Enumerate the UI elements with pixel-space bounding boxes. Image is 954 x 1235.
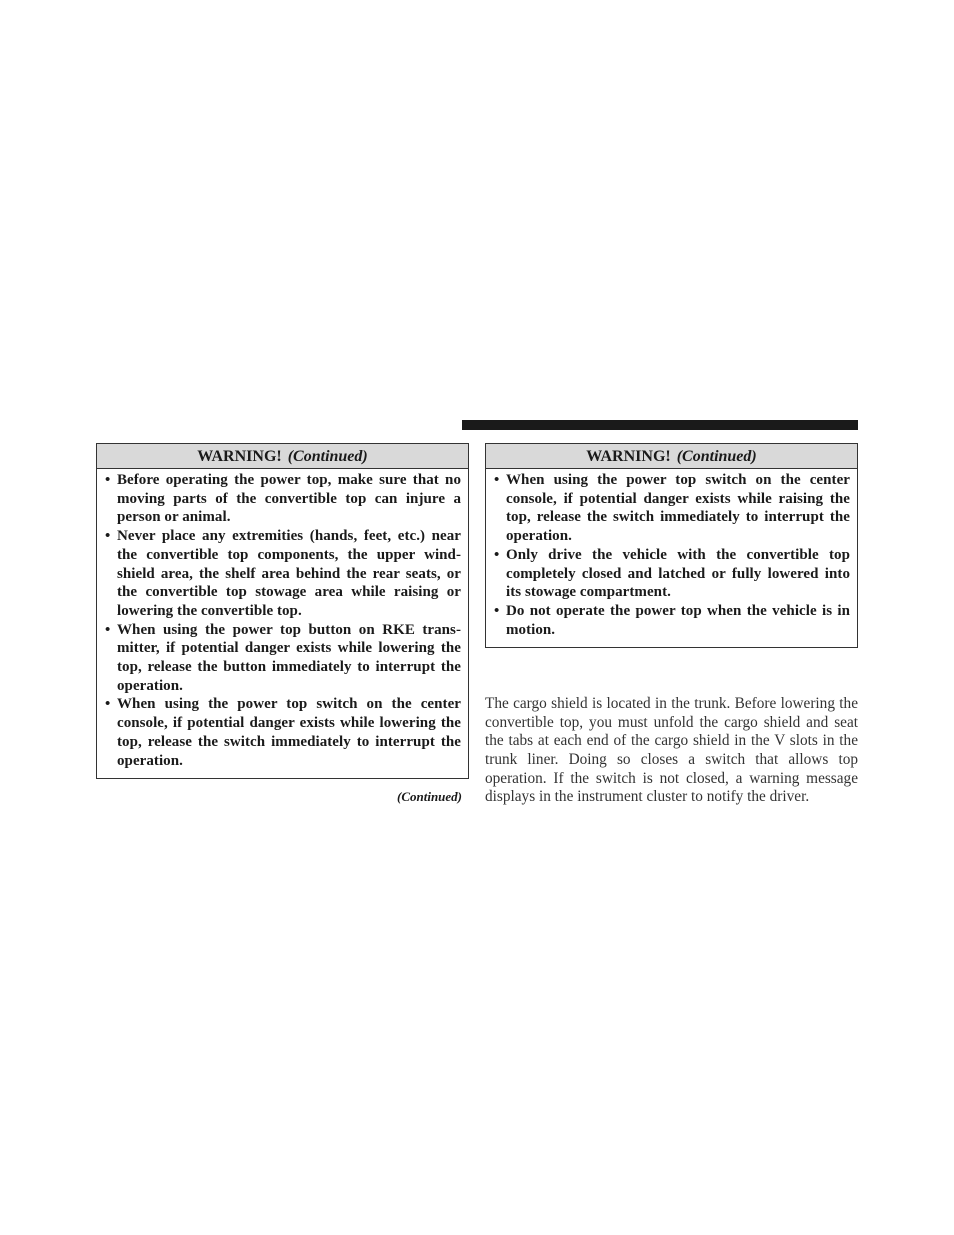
bullet-icon: •	[105, 696, 111, 713]
warning-list-right	[486, 469, 857, 639]
warning-item	[105, 695, 461, 770]
warning-item-text: When using the power top button on RKE trans-mitter, if potential danger exists while lowering the top, release the button immediately to interrupt the operation.	[117, 621, 461, 694]
warning-item-text: When using the power top switch on the center console, if potential danger exists while raising the top, release the switch immediately to interrupt the operation.	[506, 472, 850, 545]
bullet-icon: •	[105, 621, 111, 638]
warning-item	[494, 471, 850, 546]
warning-heading-left	[97, 444, 468, 469]
continued-footer-label: (Continued)	[396, 789, 462, 804]
warning-heading-right	[486, 444, 857, 469]
warning-item-text: Never place any extremities (hands, feet, etc.) near the convertible top components, the upper wind-shield area, the shelf area behind the rear seats, or the convertible top stowage area while raising or lowering the convertible top.	[117, 528, 461, 619]
warning-item-text: Only drive the vehicle with the convertible top completely closed and latched or fully lowered into its stowage compartment.	[506, 546, 850, 601]
warning-continued-label: (Continued)	[287, 448, 368, 465]
warning-box-right	[485, 443, 858, 648]
warning-item	[494, 602, 850, 639]
warning-list-left	[97, 469, 468, 770]
warning-item	[105, 527, 461, 621]
warning-item	[105, 471, 461, 527]
warning-item-text: Before operating the power top, make sure that no moving parts of the convertible top can injure a person or animal.	[117, 472, 461, 526]
bullet-icon: •	[494, 472, 500, 488]
warning-label: WARNING!	[586, 448, 671, 465]
warning-label: WARNING!	[197, 448, 282, 465]
bullet-icon: •	[494, 546, 500, 563]
warning-item-text: Do not operate the power top when the vehicle is in motion.	[506, 602, 850, 638]
cargo-shield-paragraph: The cargo shield is located in the trunk. Before lowering the convertible top, you must unfold the cargo shield and seat the tabs at each end of the cargo shield in the V slots in the trunk liner. Doing so closes a switch that allows top operation. If the switch is not closed, a warning message displays in the instrument cluster to notify the driver.	[485, 695, 858, 806]
bullet-icon: •	[105, 472, 111, 488]
warning-item	[105, 621, 461, 696]
warning-continued-label: (Continued)	[676, 448, 757, 465]
warning-item-text: When using the power top switch on the center console, if potential danger exists while lowering the top, release the switch immediately to interrupt the operation.	[117, 696, 461, 769]
bullet-icon: •	[494, 602, 500, 619]
bullet-icon: •	[105, 528, 111, 545]
warning-box-left	[96, 443, 469, 779]
section-header-rule	[462, 420, 858, 430]
warning-item	[494, 546, 850, 602]
